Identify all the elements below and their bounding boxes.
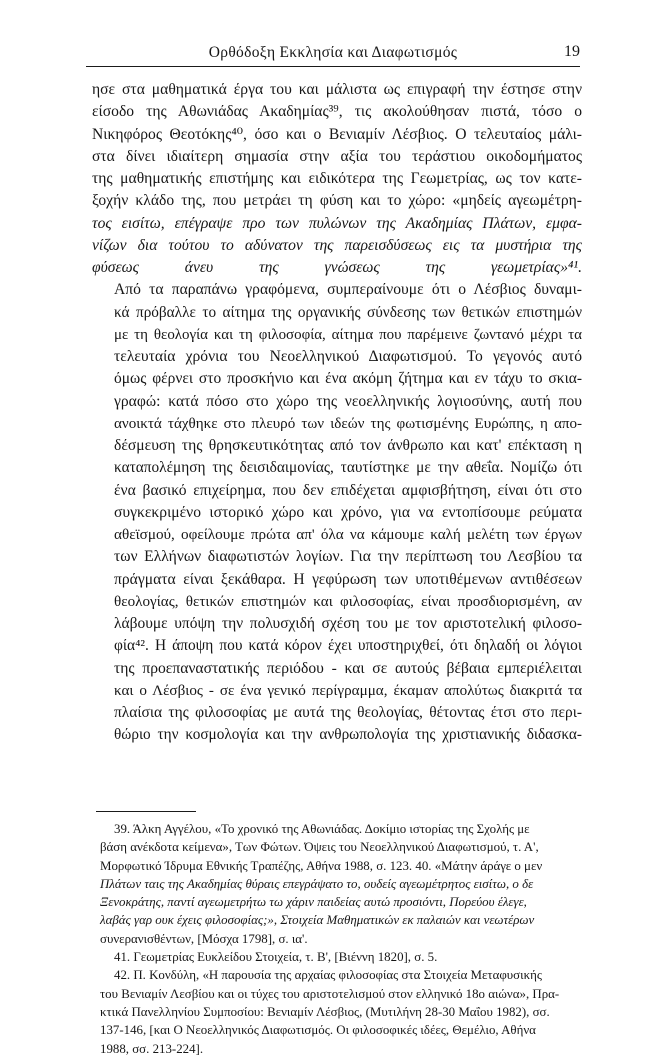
footnote-line: λαβάς γαρ ουκ έχεις φιλοσοφίας;», Στοιχεία Μαθηματικών εκ παλαιών και νεωτέρων <box>100 913 535 928</box>
paragraph-2 <box>92 279 582 746</box>
text-line: είσοδο της Αθωνιάδας Ακαδημίας³⁹, τις ακολούθησαν πιστά, τόσο ο <box>92 103 582 121</box>
text-line: νίζων δια τούτου το αδύνατον της παρεισδύσεως εις τα μυστήρια της <box>92 236 582 254</box>
text-line: των Ελλήνων διαφωτιστών λογίων. Για την περίπτωση του Λεσβίου τα <box>114 548 582 566</box>
footnote-line: Ξενοκράτης, παντί αγεωμετρήτω τω χάριν παιδείας αυτώ προσιόντι, Πορεύου έλεγε, <box>100 895 527 910</box>
text-line: δέσμευση της θρησκευτικότητας από τον άνθρωπο και κατ' επέκταση η <box>114 437 582 454</box>
footnote-line: 1988, σσ. 213-224]. <box>100 1041 204 1056</box>
text-line: και ο Λέσβιος - σε ένα γενικό περίγραμμα, έκαμαν απολύτως διακριτά τα <box>114 682 582 699</box>
footnote-line: 39. Άλκη Αγγέλου, «Το χρονικό της Αθωνιάδας. Δοκίμιο ιστορίας της Σχολής με <box>114 822 530 836</box>
text-line: ένα βασικό επιχείρημα, που δεν επιδέχεται αμφισβήτηση, είναι ότι στο <box>114 481 582 499</box>
body-text <box>92 79 582 747</box>
footnote-line: Μορφωτικό Ίδρυμα Εθνικής Τραπέζης, Αθήνα 1988, σ. 123. 40. «Μάτην άράγε ο μεν <box>100 858 543 873</box>
text-line: συγκεκριμένο ιστορικό χώρο και χρόνο, για να εντοπίσουμε ρεύματα <box>114 503 582 521</box>
text-line: αθεϊσμού, οφείλουμε πρώτα απ' όλα να κάμουμε καλή μελέτη των έργων <box>114 526 582 543</box>
header-rule <box>86 66 580 67</box>
footnote-42 <box>100 966 583 1057</box>
text-line: τος εισίτω, επέγραψε προ των πυλώνων της Ακαδημίας Πλάτων, εμφα- <box>92 214 582 232</box>
paragraph-1 <box>92 79 582 279</box>
footnote-line: συνερανισθέντων, [Μόσχα 1798], σ. ια'. <box>100 931 308 946</box>
text-line: θεολογίας, θετικών επιστημών και φιλοσοφίας, είναι προσδιορισμένη, αν <box>114 593 582 610</box>
page-number: 19 <box>564 43 580 60</box>
footnote-rule <box>96 811 196 812</box>
text-line: ξοχήν κλάδο της, που μετράει τη φύση και το χώρο: «μηδείς αγεωμέτρη- <box>92 192 582 210</box>
text-line: με τη θεολογία και τη φιλοσοφία, αίτημα που παρέμεινε ζωντανό μέχρι τα <box>114 326 582 343</box>
footnote-39 <box>100 820 583 948</box>
text-line: γραφώ: κατά πόσο στο χώρο της νεοελληνικής λογιοσύνης, αυτή που <box>114 392 582 410</box>
footnote-line: Πλάτων ταις της Ακαδημίας θύραις επεγράψατο το, ουδείς αγεωμέτρητος εισίτω, ο δε <box>100 876 534 891</box>
footnote-41 <box>100 948 583 966</box>
text-line: πλαίσια της φιλοσοφίας με αυτά της θεολογίας, θέτοντας έτσι στο περι- <box>114 704 582 721</box>
text-line: λάβουμε υπόψη την πολυσχιδή σχέση του με τον αριστοτελική φιλοσο- <box>114 615 582 632</box>
footnote-line: 42. Π. Κονδύλη, «Η παρουσία της αρχαίας φιλοσοφίας στα Στοιχεία Μεταφυσικής <box>114 968 542 983</box>
text-line: της προεπαναστατικής περιόδου - και σε αυτούς βέβαια εμπεριέλειται <box>114 659 582 677</box>
text-line: στα δίνει ιδιαίτερη σημασία στην αξία του τεράστιου οικοδομήματος <box>92 147 582 165</box>
running-head <box>86 44 580 68</box>
text-line: Νικηφόρος Θεοτόκης⁴⁰, όσο και ο Βενιαμίν Λέσβιος. Ο τελευταίος μάλι- <box>92 125 582 143</box>
text-line: φία⁴². Η άποψη που κατά κόρον έχει υποστηριχθεί, ότι δηλαδή οι λόγιοι <box>114 637 582 655</box>
text-line: πράγματα είναι ξεκάθαρα. Η γεφύρωση των υποτιθέμενων αντιθέσεων <box>114 570 582 588</box>
footnote-line: του Βενιαμίν Λεσβίου και οι τύχες του αριστοτελισμού στον ελληνικό 18ο αιώνα», Πρα- <box>100 986 560 1001</box>
running-title: Ορθόδοξη Εκκλησία και Διαφωτισμός <box>208 44 458 61</box>
text-line-last: φύσεως άνευ της γνώσεως της γεωμετρίας»⁴¹. <box>92 259 582 276</box>
text-line: τελευταία χρόνια του Νεοελληνικού Διαφωτισμού. Το γεγονός αυτό <box>114 348 582 365</box>
footnote-line: βάση ανέκδοτα κείμενα», Των Φώτων. Όψεις του Νεοελληνικού Διαφωτισμού, τ. Α', <box>100 840 539 855</box>
text-line: ανοικτά τάχθηκε στο πλευρό των ιδεών της φωτισμένης Ευρώπης, η απο- <box>114 415 582 432</box>
footnote-line: κτικά Πανελληνίου Συμποσίου: Βενιαμίν Λέσβιος, (Μυτιλήνη 28-30 Μαΐου 1982), σσ. <box>100 1004 550 1019</box>
text-line: Από τα παραπάνω γραφόμενα, συμπεραίνουμε ότι ο Λέσβιος δυναμι- <box>114 281 582 299</box>
text-line: καταπολέμηση της δεισιδαιμονίας, ταυτίστηκε με την αθεΐα. Νομίζω ότι <box>114 459 582 477</box>
footnotes <box>100 820 583 1058</box>
text-line: όμως φέρνει στο προσκήνιο και ένα ακόμη ζήτημα και εν τάχυ το σκια- <box>114 370 582 388</box>
text-line: θώριο την κοσμολογία και την ανθρωπολογία της χριστιανικής διδασκα- <box>114 726 582 744</box>
footnote-line: 41. Γεωμετρίας Ευκλείδου Στοιχεία, τ. Β', [Βιέννη 1820], σ. 5. <box>114 950 438 965</box>
text-line: της μαθηματικής επιστήμης και ειδικότερα της Γεωμετρίας, ως τον κατε- <box>92 170 582 187</box>
footnote-line: 137-146, [και Ο Νεοελληνικός Διαφωτισμός. Οι φιλοσοφικές ιδέες, Θεμέλιο, Αθήνα <box>100 1023 536 1038</box>
text-line: ησε στα μαθηματικά έργα του και μάλιστα ως επιγραφή την έστησε στην <box>92 81 582 98</box>
text-line: κά πρόβαλλε το αίτημα της οργανικής σύνδεσης των θετικών επιστημών <box>114 303 582 321</box>
